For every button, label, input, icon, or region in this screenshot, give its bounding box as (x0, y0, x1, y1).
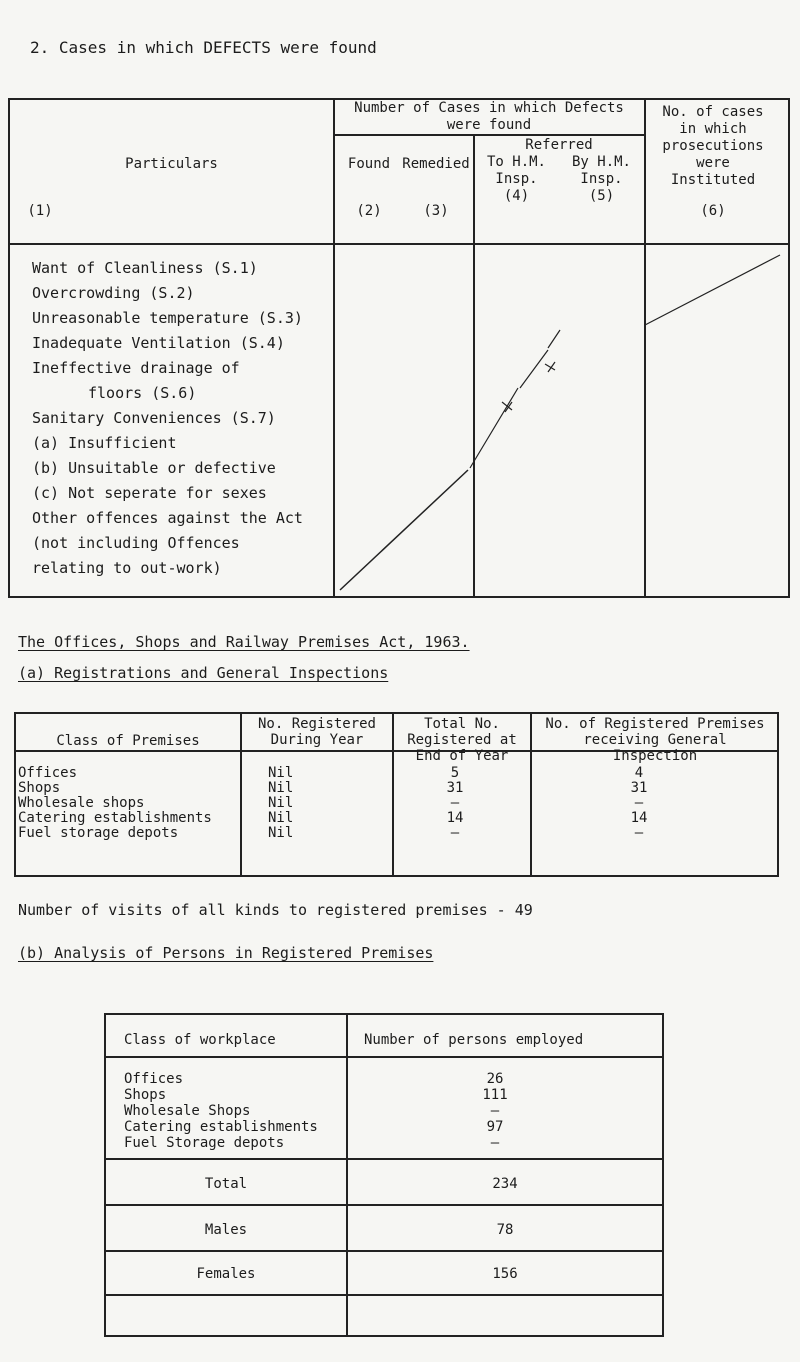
col-prosecutions-num: (6) (700, 203, 726, 219)
defect-row: Want of Cleanliness (S.1) (32, 259, 258, 277)
row-rule (104, 1250, 664, 1252)
defect-row: floors (S.6) (88, 384, 197, 402)
persons-total-value: 234 (492, 1176, 518, 1192)
persons-row-class: Shops (124, 1087, 167, 1103)
reg-header-inspection: No. of Registered Premises receiving General Inspection (545, 716, 765, 764)
reg-row-total: – (450, 825, 460, 841)
sub-a-title-text: (a) Registrations and General Inspections (18, 664, 389, 682)
reg-row-during: Nil (268, 825, 294, 841)
section-heading: 2. Cases in which DEFECTS were found (30, 38, 377, 57)
persons-females-value: 156 (492, 1266, 518, 1282)
reg-row-during: Nil (268, 810, 294, 826)
persons-row-number: – (490, 1135, 500, 1151)
col-by-hm-num: (5) (588, 188, 615, 204)
reg-row-inspection: 31 (630, 780, 648, 796)
reg-row-during: Nil (268, 795, 294, 811)
reg-header-during-year: No. Registered During Year (257, 716, 376, 748)
persons-header-number: Number of persons employed (364, 1032, 584, 1048)
header-group-label: Number of Cases in which Defects were found (354, 100, 624, 133)
col-to-hm: To H.M. (486, 154, 546, 170)
persons-females-label: Females (196, 1266, 256, 1282)
persons-row-class: Offices (124, 1071, 184, 1087)
persons-header-class: Class of workplace (124, 1032, 276, 1048)
defect-row: Sanitary Conveniences (S.7) (32, 409, 276, 427)
sub-a-title (18, 664, 388, 682)
col-remedied: Remedied (402, 156, 470, 172)
persons-row-class: Catering establishments (124, 1119, 318, 1135)
act-title: The Offices, Shops and Railway Premises Act, 1963. (18, 633, 470, 651)
persons-row-class: Fuel Storage depots (124, 1135, 285, 1151)
reg-header-total: Total No. Registered at End of Year (407, 716, 517, 764)
reg-row-class: Fuel storage depots (18, 825, 179, 841)
defect-row: Ineffective drainage of (32, 359, 240, 377)
reg-row-during: Nil (268, 780, 294, 796)
defect-row: Inadequate Ventilation (S.4) (32, 334, 285, 352)
col-remedied-num: (3) (423, 203, 449, 219)
persons-row-number: – (490, 1103, 500, 1119)
col-found: Found (347, 156, 391, 172)
sub-b-title-text: (b) Analysis of Persons in Registered Premises (18, 944, 434, 962)
reg-row-during: Nil (268, 765, 294, 781)
reg-header-class: Class of Premises (56, 733, 200, 749)
persons-row-class: Wholesale Shops (124, 1103, 251, 1119)
col-by-hm-insp: Insp. (580, 171, 623, 187)
reg-row-inspection: 4 (634, 765, 644, 781)
col-divider (530, 712, 532, 877)
reg-row-total: 5 (450, 765, 460, 781)
row-rule (104, 1158, 664, 1160)
visits-note: Number of visits of all kinds to registered premises - 49 (18, 901, 533, 919)
persons-males-value: 78 (496, 1222, 514, 1238)
persons-males-label: Males (204, 1222, 248, 1238)
reg-row-total: – (450, 795, 460, 811)
defect-row: (c) Not seperate for sexes (32, 484, 267, 502)
reg-row-class: Catering establishments (18, 810, 212, 826)
col-particulars-num: (1) (27, 203, 53, 219)
reg-row-total: 14 (446, 810, 464, 826)
defect-row: Overcrowding (S.2) (32, 284, 195, 302)
col-to-hm-num: (4) (503, 188, 530, 204)
reg-row-class: Wholesale shops (18, 795, 145, 811)
reg-row-inspection: – (634, 825, 644, 841)
col-by-hm: By H.M. (571, 154, 631, 170)
row-rule (104, 1294, 664, 1296)
col-prosecutions: No. of cases in which prosecutions were Instituted (662, 104, 764, 188)
col-to-hm-insp: Insp. (495, 171, 538, 187)
col-particulars: Particulars (125, 156, 218, 172)
defect-row: Other offences against the Act (32, 509, 303, 527)
persons-row-number: 26 (486, 1071, 504, 1087)
persons-row-number: 97 (486, 1119, 504, 1135)
reg-row-inspection: 14 (630, 810, 648, 826)
persons-row-number: 111 (482, 1087, 508, 1103)
defect-row: (a) Insufficient (32, 434, 177, 452)
reg-row-class: Shops (18, 780, 61, 796)
persons-total-label: Total (204, 1176, 248, 1192)
persons-table (104, 1013, 664, 1337)
col-referred: Referred (525, 137, 593, 153)
defect-row: relating to out-work) (32, 559, 222, 577)
row-rule (104, 1056, 664, 1058)
defect-row: (b) Unsuitable or defective (32, 459, 276, 477)
nil-strike-lines (0, 0, 800, 620)
reg-row-inspection: – (634, 795, 644, 811)
defect-row: Unreasonable temperature (S.3) (32, 309, 303, 327)
col-divider (346, 1013, 348, 1337)
col-found-num: (2) (356, 203, 382, 219)
row-rule (104, 1204, 664, 1206)
reg-row-total: 31 (446, 780, 464, 796)
sub-b-title (18, 944, 433, 962)
defect-row: (not including Offences (32, 534, 240, 552)
reg-row-class: Offices (18, 765, 78, 781)
